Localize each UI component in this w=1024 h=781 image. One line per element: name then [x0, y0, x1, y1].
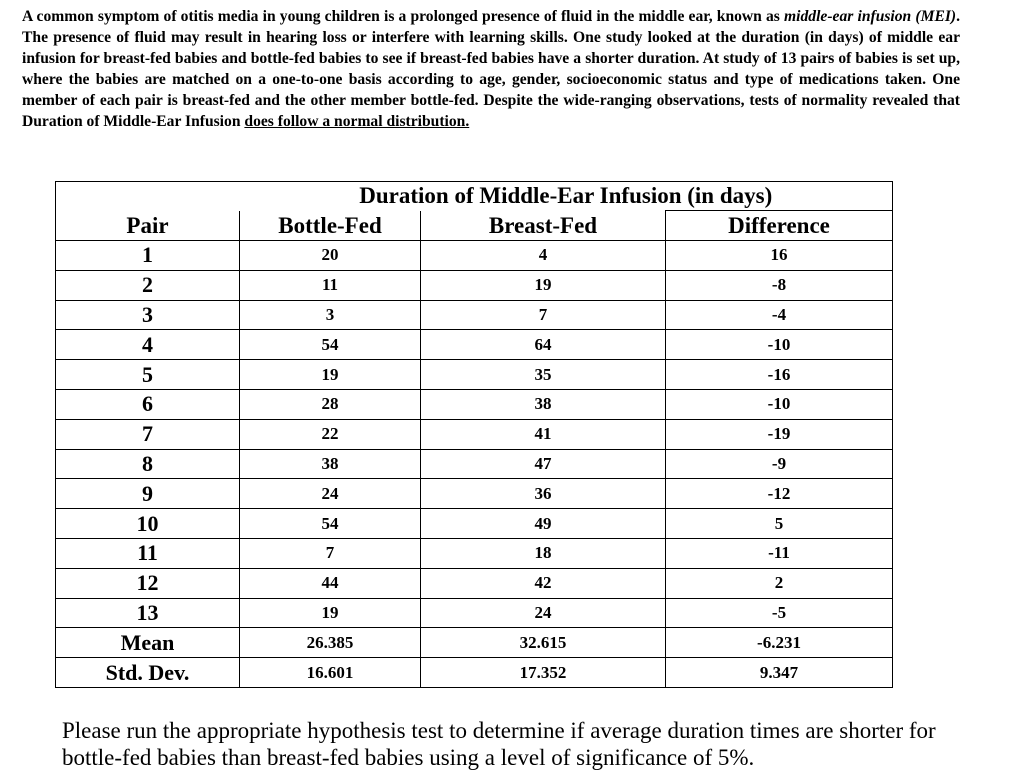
- cell-breast-fed: 24: [421, 598, 666, 628]
- table-row: [56, 300, 893, 330]
- cell-pair: 2: [56, 270, 240, 300]
- cell-difference: -16: [666, 360, 893, 390]
- cell-pair: 7: [56, 419, 240, 449]
- cell-breast-fed: 42: [421, 568, 666, 598]
- table-row: [56, 509, 893, 539]
- cell-pair: 3: [56, 300, 240, 330]
- cell-difference: 16: [666, 241, 893, 271]
- cell-bottle-fed: 3: [240, 300, 421, 330]
- table-body: [56, 241, 893, 688]
- cell-breast-fed: 35: [421, 360, 666, 390]
- cell-bottle-fed: 24: [240, 479, 421, 509]
- cell-pair: 8: [56, 449, 240, 479]
- cell-bottle-fed: 38: [240, 449, 421, 479]
- problem-intro: [22, 6, 960, 132]
- cell-difference: -8: [666, 270, 893, 300]
- cell-difference: -6.231: [666, 628, 893, 658]
- table-row: [56, 479, 893, 509]
- cell-pair: 5: [56, 360, 240, 390]
- cell-difference: -11: [666, 538, 893, 568]
- cell-difference: -4: [666, 300, 893, 330]
- header-difference: Difference: [666, 211, 893, 241]
- cell-breast-fed: 47: [421, 449, 666, 479]
- stat-row: [56, 658, 893, 688]
- cell-pair: 10: [56, 509, 240, 539]
- cell-difference: 2: [666, 568, 893, 598]
- cell-breast-fed: 64: [421, 330, 666, 360]
- table-row: [56, 330, 893, 360]
- table-row: [56, 598, 893, 628]
- cell-bottle-fed: 28: [240, 389, 421, 419]
- blank-corner: [56, 182, 240, 211]
- cell-breast-fed: 36: [421, 479, 666, 509]
- table-row: [56, 538, 893, 568]
- group-header: Duration of Middle-Ear Infusion (in days): [240, 182, 893, 211]
- cell-bottle-fed: 44: [240, 568, 421, 598]
- cell-bottle-fed: 20: [240, 241, 421, 271]
- cell-pair: 12: [56, 568, 240, 598]
- group-header-row: [56, 182, 893, 211]
- cell-breast-fed: 19: [421, 270, 666, 300]
- intro-underlined: does follow a normal distribution.: [244, 113, 470, 130]
- cell-breast-fed: 17.352: [421, 658, 666, 688]
- cell-pair: 6: [56, 389, 240, 419]
- cell-difference: -9: [666, 449, 893, 479]
- cell-breast-fed: 32.615: [421, 628, 666, 658]
- question-text: Please run the appropriate hypothesis test to determine if average duration times are shorter for bottle-fed babies than breast-fed babies using a level of significance of 5%.: [62, 718, 936, 770]
- table-row: [56, 568, 893, 598]
- stat-row: [56, 628, 893, 658]
- cell-bottle-fed: 22: [240, 419, 421, 449]
- cell-bottle-fed: 26.385: [240, 628, 421, 658]
- cell-difference: -5: [666, 598, 893, 628]
- table-row: [56, 270, 893, 300]
- header-breast-fed: Breast-Fed: [421, 211, 666, 241]
- cell-bottle-fed: 19: [240, 360, 421, 390]
- table-row: [56, 389, 893, 419]
- cell-bottle-fed: 7: [240, 538, 421, 568]
- header-pair: Pair: [56, 211, 240, 241]
- cell-pair: Mean: [56, 628, 240, 658]
- cell-difference: -12: [666, 479, 893, 509]
- cell-pair: 13: [56, 598, 240, 628]
- cell-difference: -19: [666, 419, 893, 449]
- header-bottle-fed: Bottle-Fed: [240, 211, 421, 241]
- table-row: [56, 241, 893, 271]
- cell-bottle-fed: 16.601: [240, 658, 421, 688]
- cell-difference: 5: [666, 509, 893, 539]
- cell-breast-fed: 41: [421, 419, 666, 449]
- cell-bottle-fed: 19: [240, 598, 421, 628]
- cell-breast-fed: 7: [421, 300, 666, 330]
- cell-pair: 1: [56, 241, 240, 271]
- table-row: [56, 419, 893, 449]
- cell-breast-fed: 49: [421, 509, 666, 539]
- cell-bottle-fed: 54: [240, 330, 421, 360]
- table-row: [56, 360, 893, 390]
- table-row: [56, 449, 893, 479]
- cell-pair: 11: [56, 538, 240, 568]
- data-table-container: [55, 181, 892, 688]
- intro-term: middle-ear infusion (MEI): [784, 8, 957, 25]
- cell-bottle-fed: 11: [240, 270, 421, 300]
- cell-breast-fed: 18: [421, 538, 666, 568]
- cell-difference: -10: [666, 389, 893, 419]
- cell-difference: -10: [666, 330, 893, 360]
- intro-text-2: . The presence of fluid may result in hearing loss or interfere with learning skills. One study looked at the duration (in days) of middle ear infusion for breast-fed babies and bottle-fed babies to see if breast-fed babies have a shorter duration. At study of 13 pairs of babies is set up, where the babies are matched on a one-to-one basis according to age, gender, socioeconomic status and type of medications taken. One member of each pair is breast-fed and the other member bottle-fed. Despite the wide-ranging observations, tests of normality revealed that Duration of Middle-Ear Infusion: [22, 8, 961, 130]
- cell-bottle-fed: 54: [240, 509, 421, 539]
- mei-duration-table: [55, 181, 893, 688]
- column-header-row: [56, 211, 893, 241]
- intro-text-1: A common symptom of otitis media in young children is a prolonged presence of fluid in the middle ear, known as: [22, 8, 785, 25]
- cell-pair: 4: [56, 330, 240, 360]
- cell-breast-fed: 4: [421, 241, 666, 271]
- cell-pair: Std. Dev.: [56, 658, 240, 688]
- cell-pair: 9: [56, 479, 240, 509]
- cell-breast-fed: 38: [421, 389, 666, 419]
- cell-difference: 9.347: [666, 658, 893, 688]
